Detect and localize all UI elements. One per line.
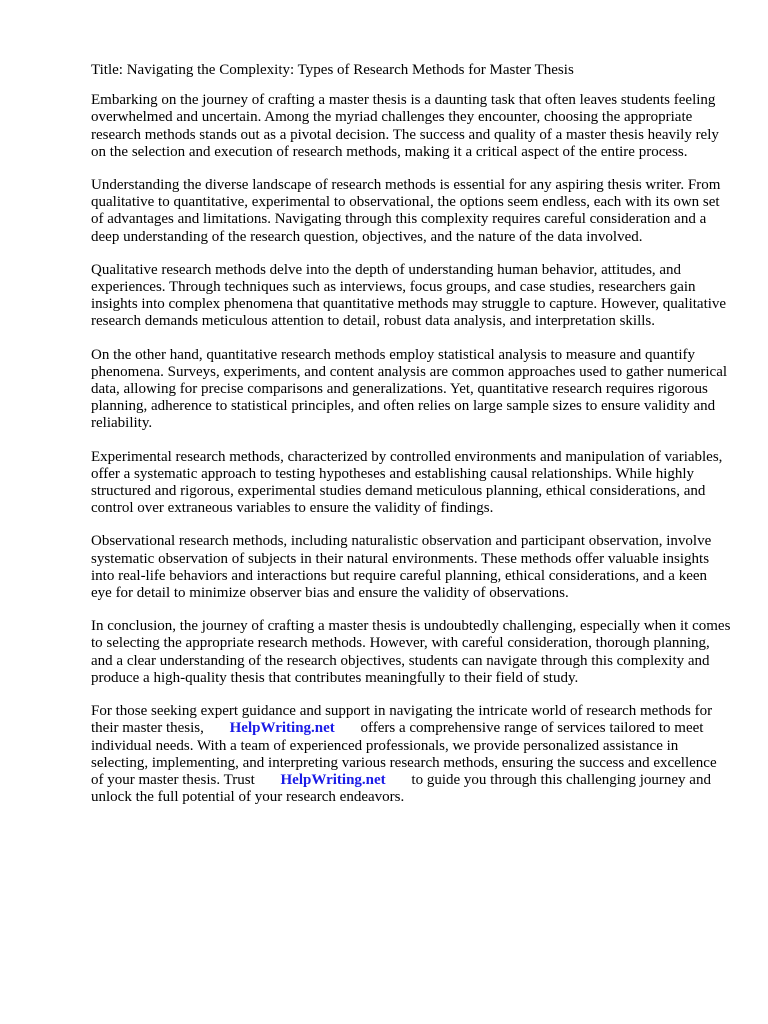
paragraph-intro: Embarking on the journey of crafting a master thesis is a daunting task that often leaves students feeling overwhelmed and uncertain. Among the myriad challenges they encounter, choosing the appropriate research methods stands out as a pivotal decision. The success and quality of a master thesis heavily rely on the selection and execution of research methods, making it a critical aspect of the entire process. [91,92,719,160]
paragraph-quantitative: On the other hand, quantitative research methods employ statistical analysis to measure and quantify phenomena. Surveys, experiments, and content analysis are common approaches used to gather numerical data, allowing for precise comparisons and generalizations. Yet, quantitative research requires rigorous planning, adherence to statistical principles, and often relies on large sample sizes to ensure validity and reliability. [91,346,728,432]
helpwriting-link-2[interactable]: HelpWriting.net [280,771,386,788]
paragraph-conclusion: In conclusion, the journey of crafting a master thesis is undoubtedly challenging, especially when it comes to selecting the appropriate research methods. However, with careful consideration, thorough planning, and a clear understanding of the research objectives, students can navigate through this complexity and produce a high-quality thesis that contributes meaningfully to their field of study. [91,618,731,686]
promo-text-part2: offers a comprehensive range of services tailored to meet individual needs. With a team of experienced professionals, we provide personalized assistance in selecting, implementing, and interpreting various research methods, ensuring the success and excellence of your master thesis. Trust [91,720,717,788]
helpwriting-link-1[interactable]: HelpWriting.net [229,720,335,737]
paragraph-landscape: Understanding the diverse landscape of research methods is essential for any aspiring thesis writer. From qualitative to quantitative, experimental to observational, the options seem endless, each with its own set of advantages and limitations. Navigating through this complexity requires careful consideration and a deep understanding of the research question, objectives, and the nature of the data involved. [91,177,721,245]
paragraph-observational: Observational research methods, including naturalistic observation and participant observation, involve systematic observation of subjects in their natural environments. These methods offer valuable insights into real-life behaviors and interactions but require careful planning, ethical considerations, and a keen eye for detail to minimize observer bias and ensure the validity of observations. [91,533,712,602]
paragraph-qualitative: Qualitative research methods delve into the depth of understanding human behavior, attitudes, and experiences. Through techniques such as interviews, focus groups, and case studies, researchers gain insights into complex phenomena that quantitative methods may struggle to capture. However, qualitative research demands meticulous attention to detail, robust data analysis, and interpretation skills. [91,261,727,330]
document-page [91,62,731,822]
paragraph-promo [91,703,731,806]
document-title: Title: Navigating the Complexity: Types of Research Methods for Master Thesis [91,62,574,78]
paragraph-experimental: Experimental research methods, characterized by controlled environments and manipulation of variables, offer a systematic approach to testing hypotheses and establishing causal relationships. While highly structured and rigorous, experimental studies demand meticulous planning, ethical considerations, and control over extraneous variables to ensure the validity of findings. [91,448,723,517]
promo-text-part3: to guide you through this challenging journey and unlock the full potential of your research endeavors. [91,771,711,806]
promo-text-part1: For those seeking expert guidance and support in navigating the intricate world of research methods for their master thesis, [91,703,713,737]
